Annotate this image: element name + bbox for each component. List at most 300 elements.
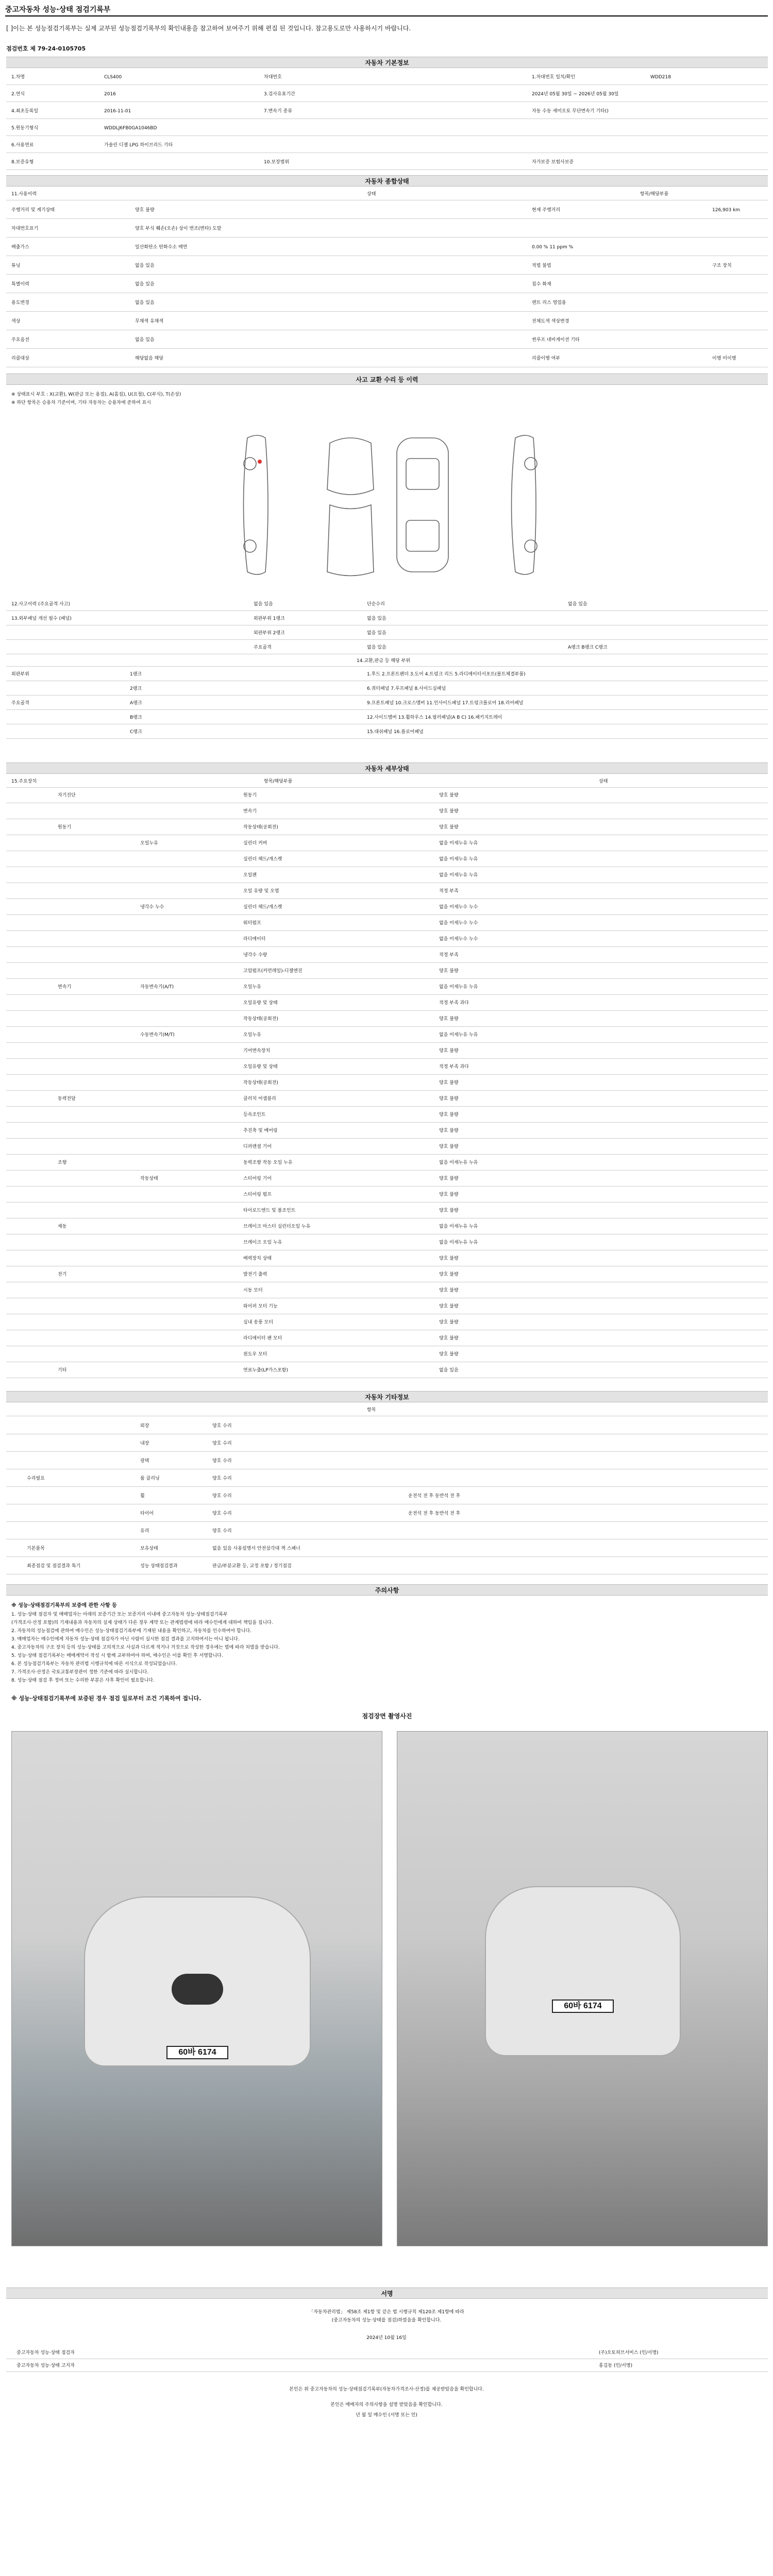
general-state: 없음 있음 [135,263,155,268]
detail-state: 양호 불량 [439,1208,459,1213]
detail-item: 오일누유 [243,1032,261,1038]
etc-row [6,1435,768,1452]
general-row [6,221,768,238]
general-row [6,276,768,293]
detail-item: 배력장치 상태 [243,1256,272,1261]
exchange-rank: 2랭크 [130,686,142,691]
basic-row [6,138,768,153]
etc-group: 기본품목 [27,1546,45,1551]
detail-state: 없음 미세누유 누유 [439,985,478,990]
accident-part: 없음 있음 [367,631,386,636]
notice-line: 7. 가격조사·산정은 국토교통부장관이 정한 기준에 따라 실시합니다. [11,1670,149,1675]
detail-head-3: 상태 [599,779,608,784]
detail-group: 전기 [58,1272,67,1277]
detail-state: 없음 미세누수 누수 [439,937,478,942]
detail-row [6,1108,768,1123]
exchange-parts: 9.프론트패널 10.크로스멤버 11.인사이드패널 17.트렁크플로어 18.리어패널 [367,701,524,706]
detail-item: 고압펌프(커먼레일)-디젤엔진 [243,969,303,974]
detail-item: 라디에이터 [243,937,266,942]
exchange-title: 14.교환,판금 등 해당 부위 [357,658,411,664]
accident-state: 외판부위 2랭크 [254,631,285,636]
detail-state: 양호 불량 [439,1304,459,1309]
general-item: 차대번호표기 [11,226,39,231]
notice-footer: ※ 성능·상태점검기록부에 보증된 경우 점검 일로부터 조건 기록하여 접니다. [11,1695,201,1702]
general-row [6,239,768,256]
etc-state: 양호 수리 [212,1529,232,1534]
basic-label-2: 3.검사유효기간 [264,92,295,97]
accident-part: 단순수리 [367,602,385,607]
detail-row [6,916,768,931]
general-part: 적법 불법 [532,263,551,268]
accident-label [11,641,125,654]
detail-item: 작동상태(공회전) [243,825,278,830]
detail-item: 동력조향 작동 오일 누유 [243,1160,293,1165]
exchange-parts: 6.쿼터패널 7.루프패널 8.사이드실패널 [367,686,446,691]
detail-item: 스티어링 펌프 [243,1192,272,1197]
basic-label-2: 10.보장범위 [264,160,290,165]
detail-item: 오일 유량 및 오염 [243,889,279,894]
detail-head-row [6,775,768,788]
car-side-right-outline [512,435,536,574]
detail-state: 없음 미세누유 누유 [439,841,478,846]
exchange-row [6,697,768,710]
basic-row [6,87,768,102]
section-sign: 서명 [6,2287,768,2299]
basic-label-2: 7.변속기 종류 [264,109,292,114]
detail-sub: 자동변속기(A/T) [140,985,174,990]
basic-value: WDDLJ6FB0GA1046BD [104,126,157,131]
detail-group: 변속기 [58,985,72,990]
detail-item: 오일유량 및 상태 [243,1001,278,1006]
detail-sub: 오일누유 [140,841,158,846]
exchange-group: 주요골격 [11,701,29,706]
general-row [6,258,768,275]
etc-state: 양호 수리 [212,1494,232,1499]
accident-state: 없음 있음 [254,602,273,607]
notice-title: ※ 성능·상태점검기록부의 보증에 관한 사항 등 [11,1603,117,1608]
detail-state: 양호 불량 [439,793,459,798]
detail-item: 실린더 헤드/개스켓 [243,857,282,862]
detail-state: 적정 부족 [439,953,459,958]
accident-value: A랭크 B랭크 C랭크 [568,645,608,650]
sign-row-notifier [6,2360,768,2372]
detail-state: 적정 부족 과다 [439,1001,469,1006]
basic-label: 2.연식 [11,92,25,97]
etc-row [6,1418,768,1434]
exchange-row [6,668,768,681]
accident-label: 12.사고이력 (주요골격 사고) [11,602,70,607]
detail-row [6,900,768,915]
basic-value-2: 자가보증 보험사보증 [532,160,574,165]
notice-line: (가격조사·산정 포함)의 기재내용과 자동차의 실제 상태가 다른 경우 계약 또는 관계법령에 따라 매수인에게 대하여 책임을 집니다. [11,1620,273,1625]
general-row [6,295,768,312]
detail-row [6,1140,768,1155]
accident-part: 없음 있음 [367,645,386,650]
inspection-photo-rear [397,1731,768,2246]
detail-row [6,1267,768,1282]
detail-sub: 작동상태 [140,1176,158,1181]
basic-value: 2016-11-01 [104,109,131,114]
etc-row [6,1453,768,1469]
detail-group: 제동 [58,1224,67,1229]
detail-row [6,1060,768,1075]
detail-row [6,1028,768,1043]
etc-item: 광택 [140,1459,149,1464]
document-number: 점검번호 제 79-24-0105705 [6,45,86,52]
general-part: 썬루프 네비게이션 기타 [532,337,580,343]
detail-state: 양호 불량 [439,1016,459,1022]
detail-state: 없음 미세누유 누유 [439,857,478,862]
accident-row [6,598,768,611]
general-value: 이행 미이행 [712,356,736,361]
etc-item: 휠 [140,1494,145,1499]
section-detail: 자동차 세부상태 [6,762,768,774]
detail-row [6,980,768,995]
basic-value [104,155,259,170]
detail-row [6,852,768,867]
legend-text-2: ※ 하단 항목은 승용차 기준이며, 기타 자동차는 승용차에 준하여 표시 [11,400,151,405]
etc-group [27,1453,99,1469]
detail-row [6,1315,768,1330]
accident-row [6,612,768,625]
detail-row [6,1012,768,1027]
detail-row [6,1188,768,1202]
accident-row [6,626,768,640]
detail-row [6,932,768,947]
section-basic: 자동차 기본정보 [6,57,768,68]
detail-item: 오일유량 및 상태 [243,1064,278,1070]
etc-state: 양호 수리 [212,1441,232,1446]
basic-value-2: 2024년 05월 30일 ~ 2026년 05월 30일 [532,92,619,97]
detail-row [6,788,768,803]
sign-notifier-label: 중고자동차 성능·상태 고지자 [16,2363,75,2368]
intro-text: [ ]이는 본 성능점검기록부는 실제 교부된 성능점검기록부의 확인내용을 참고하여 보여주기 위해 편집 된 것입니다. 참고용도로만 사용하시기 바랍니다. [6,25,411,32]
detail-item: 작동상태(공회전) [243,1080,278,1086]
general-part: 전체도색 색상변경 [532,319,569,324]
general-part: 현재 주행거리 [532,208,561,213]
detail-row [6,836,768,851]
detail-item: 발전기 출력 [243,1272,267,1277]
etc-item: 룸 클리닝 [140,1476,160,1481]
section-general: 자동차 종합상태 [6,175,768,187]
detail-row [6,1044,768,1059]
detail-row [6,1204,768,1218]
basic-value-2: 1.차대번호 일치/확인 [532,75,576,80]
general-state: 없음 있음 [135,300,155,306]
general-value: 구조 장치 [712,263,732,268]
detail-state: 양호 불량 [439,1256,459,1261]
detail-row [6,1076,768,1091]
detail-state: 없음 미세누유 누유 [439,1160,478,1165]
detail-row [6,820,768,835]
exchange-row [6,682,768,696]
car-side-left-outline [244,435,268,574]
notice-line: 4. 중고자동차의 구조 장치 등의 성능·상태를 고의적으로 사실과 다르게 적거나 거짓으로 작성한 경우에는 법에 따라 처벌을 받습니다. [11,1645,280,1650]
sign-foot-2: 본인은 매매자의 주의사항을 설명 받았음을 확인합니다. [330,2402,443,2408]
detail-sub: 수동변속기(M/T) [140,1032,175,1038]
detail-item: 실내 송풍 모터 [243,1320,273,1325]
detail-state: 양호 불량 [439,1080,459,1086]
detail-row [6,804,768,819]
general-state: 없음 있음 [135,282,155,287]
etc-row [6,1558,768,1574]
inspection-photo-front [11,1731,382,2246]
sign-date: 2024년 10월 16일 [366,2335,407,2341]
basic-row [6,104,768,119]
license-plate-front: 60바 6174 [166,2046,228,2059]
legend-text: ※ 상태표시 부호 : X(교환), W(판금 또는 용접), A(흠집), U(요철), C(부식), T(손상) [11,392,181,397]
car-front-outline [327,438,374,495]
basic-row [6,121,768,136]
detail-item: 변속기 [243,809,257,814]
general-item: 주행거리 및 계기상태 [11,208,55,213]
detail-group: 자기진단 [58,793,76,798]
detail-group: 원동기 [58,825,72,830]
detail-item: 와이퍼 모터 기능 [243,1304,278,1309]
general-part: 침수 화재 [532,282,551,287]
etc-row [6,1523,768,1539]
etc-item: 보유상태 [140,1546,158,1551]
basic-label: 5.원동기형식 [11,126,39,131]
basic-label: 8.보증유형 [11,160,34,165]
etc-extra: 운전석 전 후 동반석 전 후 [408,1494,461,1499]
general-item: 배출가스 [11,245,29,250]
general-part: 0.00 % 11 ppm % [532,245,574,250]
accident-state: 주요골격 [254,645,272,650]
etc-item: 성능 상태점검결과 [140,1564,178,1569]
basic-label: 6.사용연료 [11,143,34,148]
detail-row [6,884,768,899]
detail-group: 동력전달 [58,1096,76,1101]
detail-item: 작동상태(공회전) [243,1016,278,1022]
etc-item: 내장 [140,1441,149,1446]
etc-group [27,1488,99,1504]
accident-label [11,626,125,640]
exchange-rank: B랭크 [130,715,142,720]
detail-state: 없음 미세누수 누수 [439,905,478,910]
etc-state: 판금/부분교환 등, 교정 포함 / 정기점검 [212,1564,292,1569]
page-title: 중고자동차 성능·상태 점검기록부 [5,6,111,14]
sign-foot-3: 년 월 일 매수인 (서명 또는 인) [356,2413,417,2418]
notice-line: 5. 성능·상태 점검기록부는 매매계약서 작성 시 함께 교부하여야 하며, 매수인은 이를 확인 후 서명합니다. [11,1653,223,1658]
detail-item: 추진축 및 베어링 [243,1128,278,1133]
detail-item: 실린더 헤드/개스켓 [243,905,282,910]
detail-item: 냉각수 수량 [243,953,267,958]
detail-state: 양호 불량 [439,1176,459,1181]
detail-row [6,1299,768,1314]
detail-state: 적정 부족 과다 [439,1064,469,1070]
detail-item: 실린더 커버 [243,841,267,846]
detail-state: 양호 불량 [439,969,459,974]
damage-marker [258,460,262,464]
detail-row [6,1331,768,1346]
basic-value: 가솔린 디젤 LPG 하이브리드 기타 [104,143,173,148]
general-item: 주요옵션 [11,337,29,343]
title-divider [5,15,768,16]
etc-group: 최종점검 및 점검결과 특기 [27,1564,81,1569]
detail-state: 없음 있음 [439,1368,459,1373]
accident-state: 외판부위 1랭크 [254,616,285,621]
etc-group [27,1505,99,1522]
detail-row [6,948,768,963]
detail-state: 양호 불량 [439,1096,459,1101]
etc-state: 양호 수리 [212,1511,232,1516]
detail-item: 기어변속장치 [243,1048,271,1054]
general-head-1: 11.사용이력 [11,192,37,197]
sign-inspector-value: (주)오토허브서비스 (인/서명) [599,2350,659,2355]
detail-state: 양호 불량 [439,1336,459,1341]
etc-item: 외장 [140,1423,149,1429]
general-row [6,202,768,219]
section-accident: 사고 교환 수리 등 이력 [6,374,768,385]
detail-state: 없음 미세누유 누유 [439,873,478,878]
detail-state: 양호 불량 [439,1192,459,1197]
detail-state: 양호 불량 [439,1272,459,1277]
detail-item: 스티어링 기어 [243,1176,272,1181]
exchange-title-row [6,655,768,667]
detail-state: 양호 불량 [439,1112,459,1117]
detail-row [6,1172,768,1187]
general-state: 일산화탄소 탄화수소 매연 [135,245,188,250]
basic-label: 1.차명 [11,75,25,80]
detail-state: 양호 불량 [439,1128,459,1133]
detail-state: 양호 불량 [439,1352,459,1357]
detail-row [6,1251,768,1266]
sign-foot-1: 본인은 위 중고자동차의 성능·상태점검기록부(자동차가격조사·산정)를 제공받았음을 확인합니다. [289,2387,484,2392]
notice-line: 6. 본 성능점검기록부는 자동차 관리법 시행규칙에 따른 서식으로 작성되었습니다. [11,1662,177,1667]
detail-item: 등속조인트 [243,1112,266,1117]
basic-label: 4.최초등록일 [11,109,39,114]
notice-line: 2. 자동차의 성능점검에 관하여 매수인은 성능·상태점검기록부에 기재된 내용을 확인하고, 자동차를 인수하여야 합니다. [11,1629,251,1634]
general-item: 색상 [11,319,21,324]
general-item: 용도변경 [11,300,29,306]
exchange-parts: 1.후드 2.프론트펜더 3.도어 4.트렁크 리드 5.라디에이터서포트(볼트체결부품) [367,672,526,677]
detail-item: 오일팬 [243,873,257,878]
basic-label-2: 차대번호 [264,75,282,80]
etc-head-row [6,1404,768,1416]
etc-item: 타이어 [140,1511,154,1516]
general-state: 무채색 유채색 [135,319,164,324]
detail-row [6,1363,768,1378]
etc-state: 양호 수리 [212,1476,232,1481]
general-state: 양호 불량 [135,208,155,213]
general-item: 특별이력 [11,282,29,287]
detail-item: 원동기 [243,793,257,798]
detail-row [6,1156,768,1171]
general-state: 해당없음 해당 [135,356,164,361]
general-item: 리콜대상 [11,356,29,361]
detail-item: 윈도우 모터 [243,1352,267,1357]
detail-state: 없음 미세누유 누유 [439,1240,478,1245]
basic-row [6,70,768,85]
detail-state: 양호 불량 [439,1288,459,1293]
exchange-row [6,711,768,724]
etc-row [6,1540,768,1557]
detail-item: 시동 모터 [243,1288,263,1293]
accident-label: 13.외부패널 개선 필수 (패널) [11,616,72,621]
detail-item: 워터펌프 [243,921,261,926]
detail-row [6,868,768,883]
detail-row [6,1219,768,1234]
detail-state: 없음 미세누유 누유 [439,1224,478,1229]
etc-group [27,1435,99,1452]
general-state: 없음 있음 [135,337,155,343]
etc-state: 양호 수리 [212,1459,232,1464]
exchange-group: 외판부위 [11,672,29,677]
detail-item: 브레이크 마스터 실린더오일 누유 [243,1224,311,1229]
general-head-2: 상태 [367,192,376,197]
detail-item: 라디에이터 팬 모터 [243,1336,282,1341]
general-head-row [6,188,768,200]
accident-row [6,641,768,654]
detail-row [6,964,768,979]
section-photos: 점검장면 촬영사진 [6,1710,768,1722]
detail-state: 양호 불량 [439,1144,459,1149]
detail-row [6,1092,768,1107]
general-part: 리콜이행 여부 [532,356,561,361]
detail-state: 양호 불량 [439,809,459,814]
car-diagram [227,422,557,587]
etc-row [6,1505,768,1522]
etc-item: 유리 [140,1529,149,1534]
sign-row-inspector [6,2347,768,2359]
general-head-3: 항목/해당부품 [640,192,669,197]
basic-value: CLS400 [104,75,122,80]
etc-row [6,1470,768,1487]
sign-inspector-label: 중고자동차 성능·상태 점검자 [16,2350,75,2355]
etc-head: 항목 [367,1408,376,1413]
detail-row [6,1124,768,1139]
general-value: 126,903 km [712,208,741,213]
detail-sub: 냉각수 누수 [140,905,164,910]
detail-state: 양호 불량 [439,1320,459,1325]
general-row [6,313,768,330]
section-notice: 주의사항 [6,1584,768,1596]
etc-extra: 운전석 전 후 동반석 전 후 [408,1511,461,1516]
detail-item: 클러치 어셈블리 [243,1096,276,1101]
detail-item: 브레이크 오일 누유 [243,1240,282,1245]
general-part: 렌트 리스 영업용 [532,300,566,306]
detail-state: 없음 미세누수 누수 [439,921,478,926]
detail-item: 오일누유 [243,985,261,990]
etc-row [6,1488,768,1504]
car-top-outline [397,438,448,572]
general-item: 튜닝 [11,263,21,268]
sign-line-2: (중고자동차의 성능·상태를 점검)하였음을 확인합니다. [331,2318,442,2323]
basic-value: 2016 [104,92,116,97]
etc-state: 없음 있음 사용설명서 안전삼각대 잭 스패너 [212,1546,300,1551]
exchange-rank: C랭크 [130,730,142,735]
etc-group [27,1523,99,1539]
detail-row [6,1235,768,1250]
etc-group [27,1418,99,1434]
notice-line: 3. 매매업자는 매수인에게 자동차 성능·상태 점검자가 아닌 사람이 실시한 점검 결과를 고지하여서는 아니 됩니다. [11,1637,240,1642]
exchange-rank: 1랭크 [130,672,142,677]
accident-part: 없음 있음 [367,616,386,621]
detail-head-1: 15.주요장치 [11,779,37,784]
detail-state: 없음 미세누유 누유 [439,1032,478,1038]
general-state: 양호 부식 훼손(오손) 상이 변조(변타) 도말 [135,226,222,231]
notice-line: 8. 성능·상태 점검 후 정비 또는 수리한 부분은 사후 확인이 필요합니다. [11,1678,155,1683]
detail-row [6,1283,768,1298]
detail-state: 양호 불량 [439,1048,459,1054]
general-row [6,332,768,349]
detail-item: 연료누출(LP가스포함) [243,1368,289,1373]
detail-head-2: 항목/해당부품 [264,779,293,784]
basic-row [6,155,768,170]
basic-value-2: 자동 수동 세미오토 무단변속기 기타() [532,109,609,114]
detail-group: 기타 [58,1368,67,1373]
